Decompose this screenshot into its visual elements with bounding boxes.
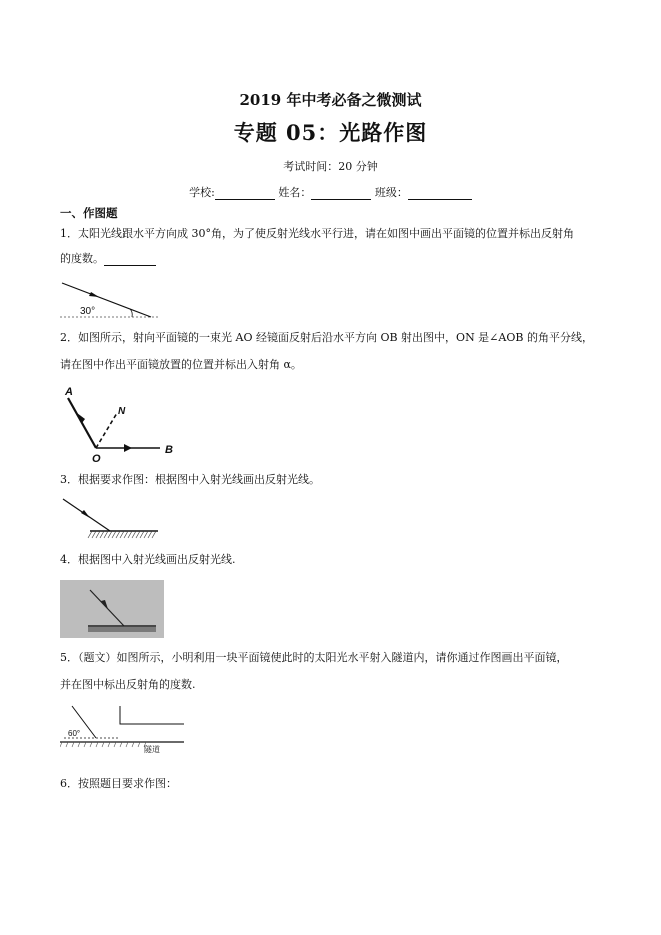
question-2-line-1: 2．如图所示，射向平面镜的一束光 AO 经镜面反射后沿水平方向 OB 射出图中，ON 是∠AOB 的角平分线， xyxy=(60,331,593,344)
question-3-figure xyxy=(60,494,160,544)
student-info-line xyxy=(0,184,661,200)
arrow-icon xyxy=(124,444,132,452)
question-1-line-1: 1．太阳光线跟水平方向成 30°角，为了使反射光线水平行进，请在如图中画出平面镜的位置并标出反射角 xyxy=(60,227,574,240)
class-label: 班级： xyxy=(374,186,408,199)
question-1-text: 的度数。 xyxy=(60,252,104,265)
normal-on xyxy=(96,413,117,448)
label-n: N xyxy=(118,406,126,417)
question-1-line-2 xyxy=(60,251,156,266)
arrow-icon xyxy=(81,510,90,518)
label-a: A xyxy=(65,386,73,398)
angle-label: 30° xyxy=(80,306,96,317)
question-4-text: 4．根据图中入射光线画出反射光线. xyxy=(60,553,236,566)
question-4-figure xyxy=(60,580,164,638)
section-title: 一、作图题 xyxy=(60,206,118,220)
question-1-figure xyxy=(60,280,160,322)
incident-ray xyxy=(62,283,151,317)
tunnel-upper-wall xyxy=(120,706,184,724)
arrow-icon xyxy=(89,292,99,297)
question-5-line-2: 并在图中标出反射角的度数. xyxy=(60,678,196,691)
school-blank[interactable] xyxy=(215,199,275,200)
question-3-text: 3．根据要求作图：根据图中入射光线画出反射光线。 xyxy=(60,473,320,486)
question-5-figure xyxy=(60,700,190,758)
name-label: 姓名： xyxy=(278,186,312,199)
question-1-answer-blank[interactable] xyxy=(104,265,156,266)
exam-time: 考试时间：20 分钟 xyxy=(283,160,378,173)
document-title: 2019 年中考必备之微测试 xyxy=(239,91,422,109)
class-blank[interactable] xyxy=(408,199,472,200)
tunnel-label: 隧道 xyxy=(144,745,160,754)
question-2-line-2: 请在图中作出平面镜放置的位置并标出入射角 α。 xyxy=(60,358,302,371)
label-o: O xyxy=(92,453,101,465)
school-label: 学校: xyxy=(189,186,215,199)
question-2-figure xyxy=(60,380,190,465)
angle-label: 60° xyxy=(68,729,81,738)
question-6-text: 6．按照题目要求作图： xyxy=(60,777,177,790)
mirror-back xyxy=(88,627,156,632)
ground-hatching xyxy=(60,742,146,747)
name-blank[interactable] xyxy=(311,199,371,200)
label-b: B xyxy=(165,444,173,456)
document-subtitle: 专题 05：光路作图 xyxy=(233,120,428,145)
question-5-line-1: 5．（题文）如图所示，小明利用一块平面镜使此时的太阳光水平射入隧道内，请你通过作图画出平面镜， xyxy=(60,651,568,664)
